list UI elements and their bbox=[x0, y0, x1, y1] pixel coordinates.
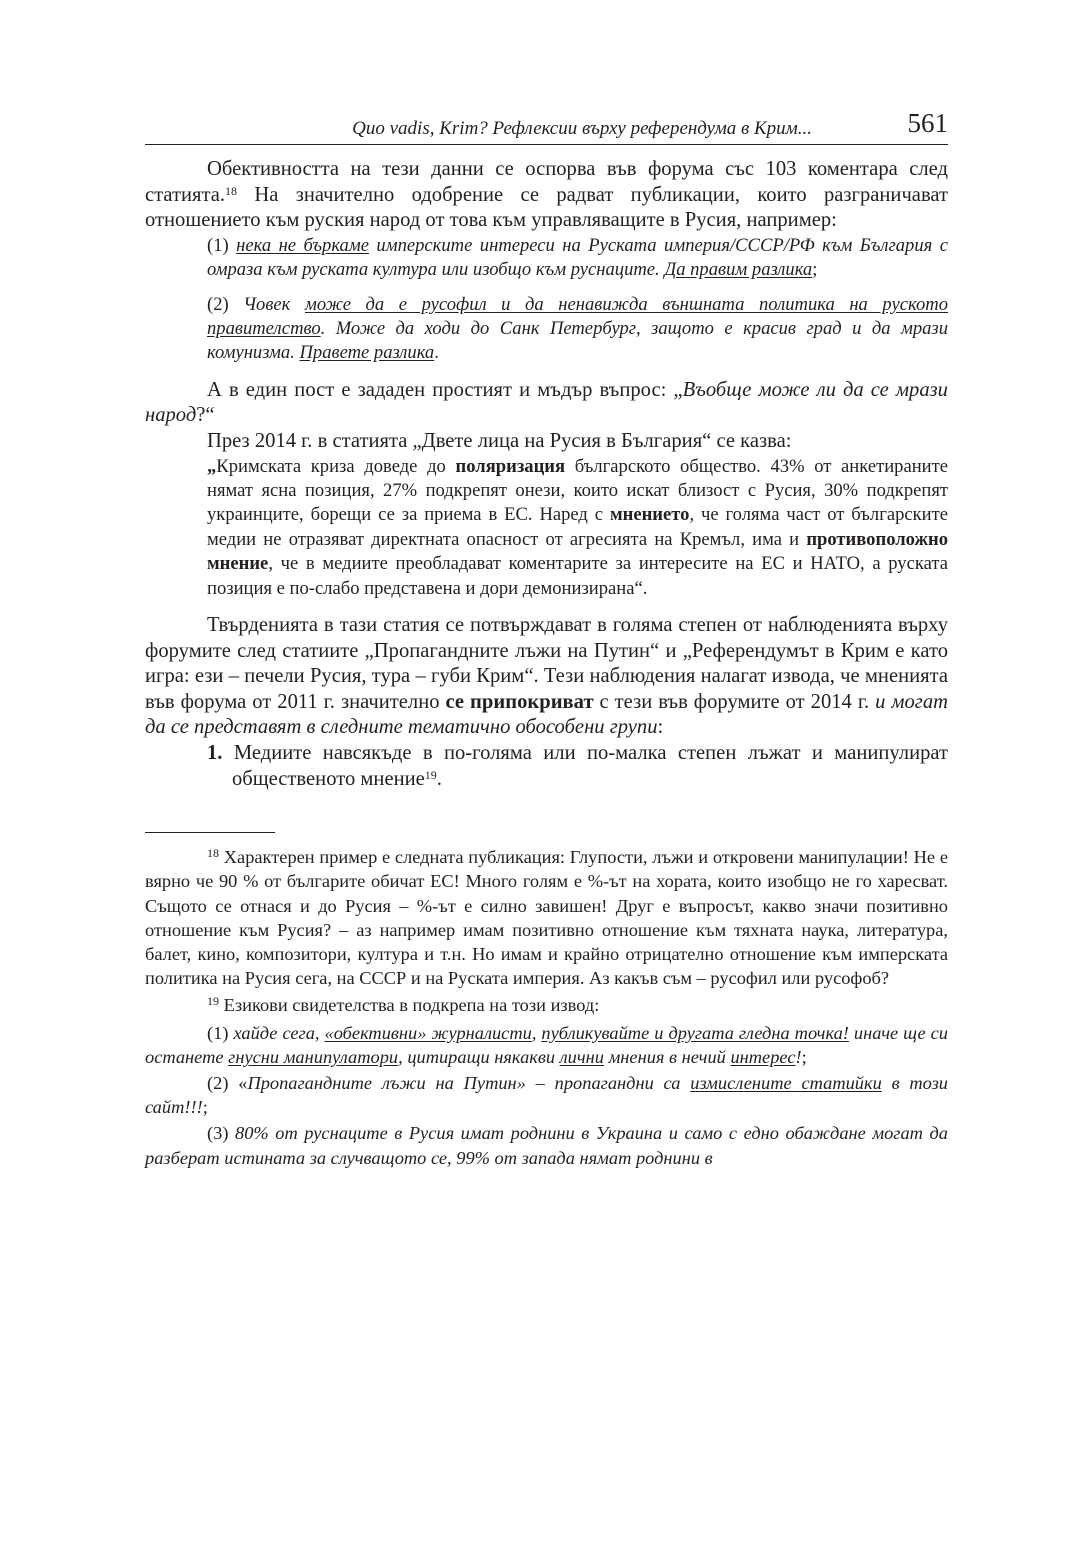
text: На значително одобрение се радват публикации, които разграничават отношението към руския народ от това към управляващите в Русия, например: bbox=[145, 183, 948, 232]
text: . bbox=[436, 767, 442, 790]
text: (2) bbox=[207, 293, 244, 315]
underlined-phrase: Правете разлика bbox=[299, 342, 435, 364]
footnote-18 bbox=[145, 845, 948, 990]
text: Твърденията в тази статия се потвърждават в голяма степен от наблюденията върху форумите след статиите „Пропагандните лъжи на Путин“ и „Референдумът в Крим е като игра: ези – печели Русия, тура – губи Крим“. Тези наблюдения налагат извода, че мненията във форума от 2011 г. значително bbox=[145, 614, 948, 713]
footnote-number: 19 bbox=[207, 994, 219, 1009]
underlined-phrase: интерес bbox=[730, 1046, 796, 1067]
text: (2) « bbox=[207, 1073, 248, 1094]
bold-phrase: противоположно мнение bbox=[207, 528, 948, 575]
text: ; bbox=[202, 1097, 208, 1118]
bold-phrase: мнението bbox=[609, 504, 690, 526]
footnote-ref-19[interactable]: 19 bbox=[424, 767, 437, 782]
example-quote-1 bbox=[207, 234, 948, 283]
underlined-phrase: измислените статийки bbox=[690, 1073, 882, 1094]
italic-phrase: Въобще може ли да се мрази народ bbox=[145, 378, 948, 427]
text: , bbox=[531, 1022, 542, 1043]
text: Характерен пример е следната публикация: Глупости, лъжи и откровени манипулации! Не е вярно че 90 % от българите обичат ЕС! Много голям е %-ът на хората, които изобщо не го харесват. Същото се отнася и до Русия – %-ът е силно завишен! Друг е въпросът, какво значи позитивно отношение към Русия? – аз например имам позитивно отношение към тяхната наука, литература, балет, кино, композитори, култура и т.н. Но имам и крайно отрицателно отношение към имперската политика на Русия сега, на СССР и на Руската империя. Аз какъв съм – русофил или русофоб? bbox=[145, 847, 948, 989]
footnote-ref-18[interactable]: 18 bbox=[225, 183, 238, 198]
text: българското общество. 43% от анкетираните нямат ясна позиция, 27% подкрепят онези, които искат близост с Русия, 30% подкрепят украинците, борещи се за приема в ЕС. Наред с bbox=[207, 455, 948, 526]
list-number: 1. bbox=[207, 742, 223, 764]
running-head bbox=[145, 108, 948, 145]
text: Човек bbox=[243, 293, 305, 315]
page-number: 561 bbox=[907, 108, 948, 138]
text: хайде сега, bbox=[233, 1022, 325, 1043]
bold-phrase: поляризация bbox=[455, 455, 566, 477]
main-text bbox=[145, 157, 948, 792]
text: в този сайт!!! bbox=[145, 1073, 948, 1118]
footnote-example-2 bbox=[145, 1071, 948, 1119]
text: (3) bbox=[207, 1123, 235, 1144]
text: (1) bbox=[207, 234, 237, 256]
text: . bbox=[434, 342, 439, 364]
text: ; bbox=[812, 259, 818, 281]
footnote-number: 18 bbox=[207, 846, 219, 861]
footnote-example-1 bbox=[145, 1021, 948, 1069]
running-head-title: Quo vadis, Krim? Рефлексии върху референдума в Крим... bbox=[352, 118, 812, 139]
footnote-example-3 bbox=[145, 1121, 948, 1169]
underlined-phrase: лични bbox=[559, 1046, 604, 1067]
text: ! bbox=[795, 1046, 802, 1067]
bold-quote-mark: „ bbox=[207, 455, 217, 477]
underlined-phrase: гнусни манипулатори bbox=[228, 1046, 399, 1067]
text: А в един пост е зададен простият и мъдър въпрос: „ bbox=[207, 378, 683, 401]
text: ; bbox=[801, 1046, 807, 1067]
paragraph-1 bbox=[145, 157, 948, 234]
footnote-19 bbox=[145, 993, 948, 1017]
text: Езикови свидетелства в подкрепа на този извод: bbox=[219, 995, 600, 1016]
footnotes bbox=[145, 845, 948, 1170]
text: , че в медиите преобладават коментарите за интересите на ЕС и НАТО, а руската позиция е по-слабо представена и дори демонизирана“. bbox=[207, 553, 948, 599]
text: През 2014 г. в статията „Двете лица на Русия в България“ се казва: bbox=[207, 430, 792, 452]
text: имперските интереси на Руската империя/СССР/РФ към България с омраза към руската култура или изобщо към руснаците. bbox=[207, 234, 948, 281]
text: Медиите навсякъде в по-голяма или по-малка степен лъжат и манипулират общественото мнение bbox=[222, 742, 948, 790]
text: Обективността на тези данни се оспорва във форума със 103 коментара след статията. bbox=[145, 158, 948, 206]
page bbox=[145, 108, 948, 1170]
paragraph-2 bbox=[145, 378, 948, 429]
underlined-phrase: Да правим разлика bbox=[664, 259, 813, 281]
text: Кримската криза доведе до bbox=[216, 455, 456, 477]
text: . Може да ходи до Санк Петербург, защото е красив град и да мрази комунизма. bbox=[207, 318, 948, 364]
example-quote-2 bbox=[207, 293, 948, 366]
text: иначе ще си останете bbox=[145, 1022, 948, 1067]
underlined-phrase: може да е русофил и да ненавижда външната политика на руското правителство bbox=[207, 293, 948, 339]
text: ?“ bbox=[196, 404, 215, 427]
article-quote bbox=[207, 455, 948, 601]
underlined-phrase: «обективни» журналисти bbox=[324, 1022, 532, 1043]
paragraph-4 bbox=[145, 613, 948, 741]
text: с тези във форумите от 2014 г. bbox=[593, 690, 876, 713]
italic-phrase: и могат да се представят в следните тематично обособени групи bbox=[145, 690, 949, 739]
list-item-1 bbox=[207, 741, 948, 792]
text: мнения в нечий bbox=[603, 1046, 731, 1067]
text: : bbox=[657, 716, 664, 739]
text: (1) bbox=[207, 1022, 234, 1043]
paragraph-3 bbox=[145, 429, 948, 455]
bold-phrase: се припокриват bbox=[445, 690, 594, 713]
underlined-phrase: публикувайте и другата гледна точка! bbox=[541, 1022, 849, 1043]
text: , цитиращи някакви bbox=[398, 1046, 560, 1067]
text: Пропагандните лъжи на Путин» – пропагандни са bbox=[247, 1073, 691, 1094]
footnote-separator bbox=[145, 832, 275, 833]
text: , че голяма част от българските медии не отразяват директната опасност от агресията на Кремъл, има и bbox=[207, 504, 948, 550]
italic-phrase: 80% от руснаците в Русия имат роднини в Украина и само с едно обаждане могат да разберат истината за случващото се, 99% от запада нямат роднини в bbox=[145, 1123, 948, 1168]
underlined-phrase: нека не бъркаме bbox=[236, 234, 369, 256]
